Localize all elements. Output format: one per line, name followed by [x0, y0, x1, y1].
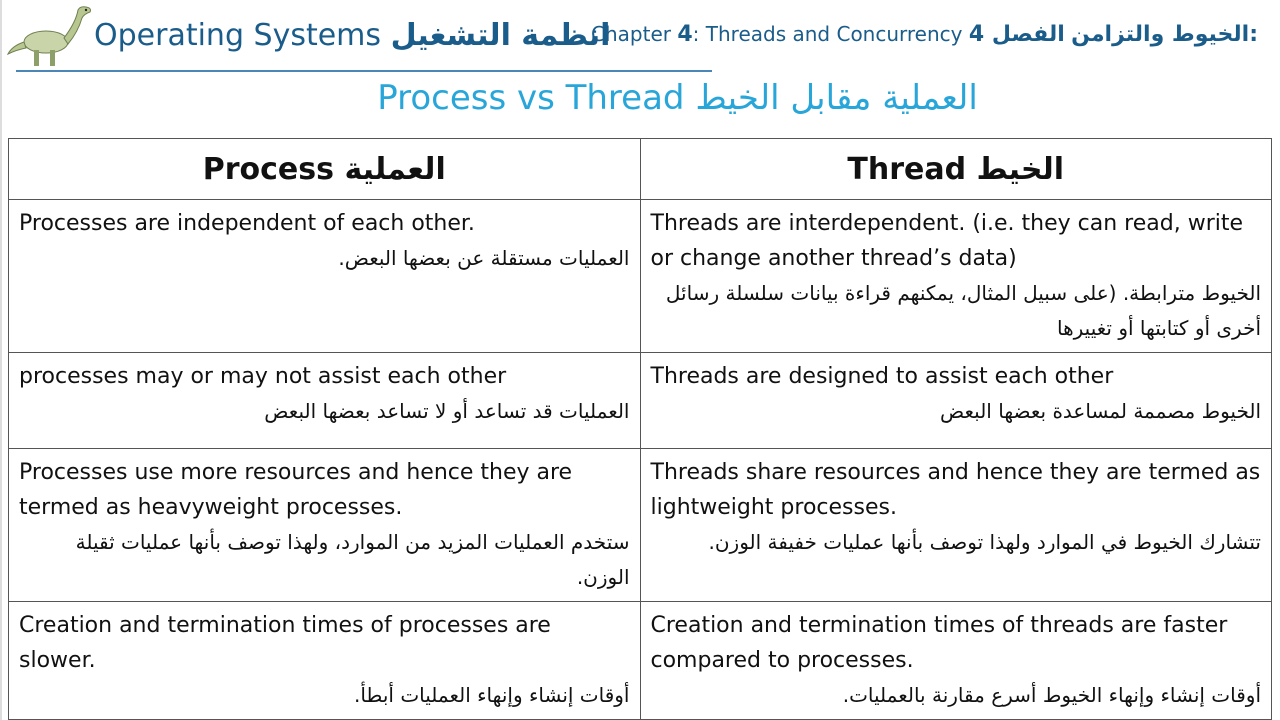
process-cell	[9, 200, 641, 353]
process-cell	[9, 353, 641, 449]
thread-column-header	[640, 139, 1272, 200]
thread-header-ar: الخيط	[976, 151, 1065, 187]
process-text-ar: العمليات قد تساعد أو لا تساعد بعضها البعض	[264, 399, 630, 423]
thread-cell	[640, 449, 1272, 602]
comparison-table	[8, 138, 1272, 720]
chapter-line	[591, 22, 1258, 47]
thread-text-en: Threads are designed to assist each other	[650, 364, 1114, 389]
header-divider	[16, 70, 712, 72]
table-row	[9, 353, 1272, 449]
process-text-en: Creation and termination times of processes are slower.	[19, 613, 551, 673]
table-row	[9, 200, 1272, 353]
thread-text-ar: أوقات إنشاء وإنهاء الخيوط أسرع مقارنة بالعمليات.	[842, 683, 1261, 707]
process-cell	[9, 602, 641, 720]
dinosaur-logo-icon	[6, 2, 98, 70]
slide-title	[0, 78, 1280, 118]
table-row	[9, 449, 1272, 602]
process-text-en: processes may or may not assist each other	[19, 364, 507, 389]
thread-cell	[640, 200, 1272, 353]
thread-cell	[640, 353, 1272, 449]
course-title-en: Operating Systems	[94, 18, 382, 53]
slide-header	[0, 0, 1280, 80]
thread-text-ar: تتشارك الخيوط في الموارد ولهذا توصف بأنها عمليات خفيفة الوزن.	[708, 530, 1261, 554]
slide-title-en: Process vs Thread	[377, 78, 685, 118]
chapter-number: 4	[677, 22, 693, 47]
thread-text-ar: الخيوط مترابطة. (على سبيل المثال، يمكنهم قراءة بيانات سلسلة رسائل أخرى أو كتابتها أو تغييرها	[665, 281, 1261, 340]
process-text-ar: العمليات مستقلة عن بعضها البعض.	[338, 246, 630, 270]
slide-title-ar: العملية مقابل الخيط	[695, 78, 978, 118]
table-row	[9, 602, 1272, 720]
chapter-colon: :	[692, 22, 700, 46]
process-text-en: Processes use more resources and hence they are termed as heavyweight processes.	[19, 460, 573, 520]
process-cell	[9, 449, 641, 602]
thread-text-en: Creation and termination times of threads are faster compared to processes.	[650, 613, 1228, 673]
thread-header-en: Thread	[847, 151, 967, 187]
chapter-title-ar: الخيوط والتزامن	[1071, 22, 1250, 47]
thread-text-ar: الخيوط مصممة لمساعدة بعضها البعض	[940, 399, 1261, 423]
thread-text-en: Threads share resources and hence they are termed as lightweight processes.	[650, 460, 1261, 520]
course-title-ar: انظمة التشغيل	[390, 18, 611, 53]
thread-cell	[640, 602, 1272, 720]
chapter-title-en: Threads and Concurrency	[705, 22, 963, 46]
process-header-en: Process	[202, 151, 334, 187]
chapter-label-ar: الفصل 4:	[968, 22, 1258, 47]
process-text-ar: أوقات إنشاء وإنهاء العمليات أبطأ.	[353, 683, 630, 707]
chapter-label: Chapter	[591, 22, 671, 46]
process-text-en: Processes are independent of each other.	[19, 211, 475, 236]
course-title	[94, 18, 610, 53]
thread-text-en: Threads are interdependent. (i.e. they can read, write or change another thread’s data)	[650, 211, 1244, 271]
table-header-row	[9, 139, 1272, 200]
process-text-ar: ستخدم العمليات المزيد من الموارد، ولهذا توصف بأنها عمليات ثقيلة الوزن.	[75, 530, 630, 589]
process-column-header	[9, 139, 641, 200]
process-header-ar: العملية	[344, 151, 446, 187]
